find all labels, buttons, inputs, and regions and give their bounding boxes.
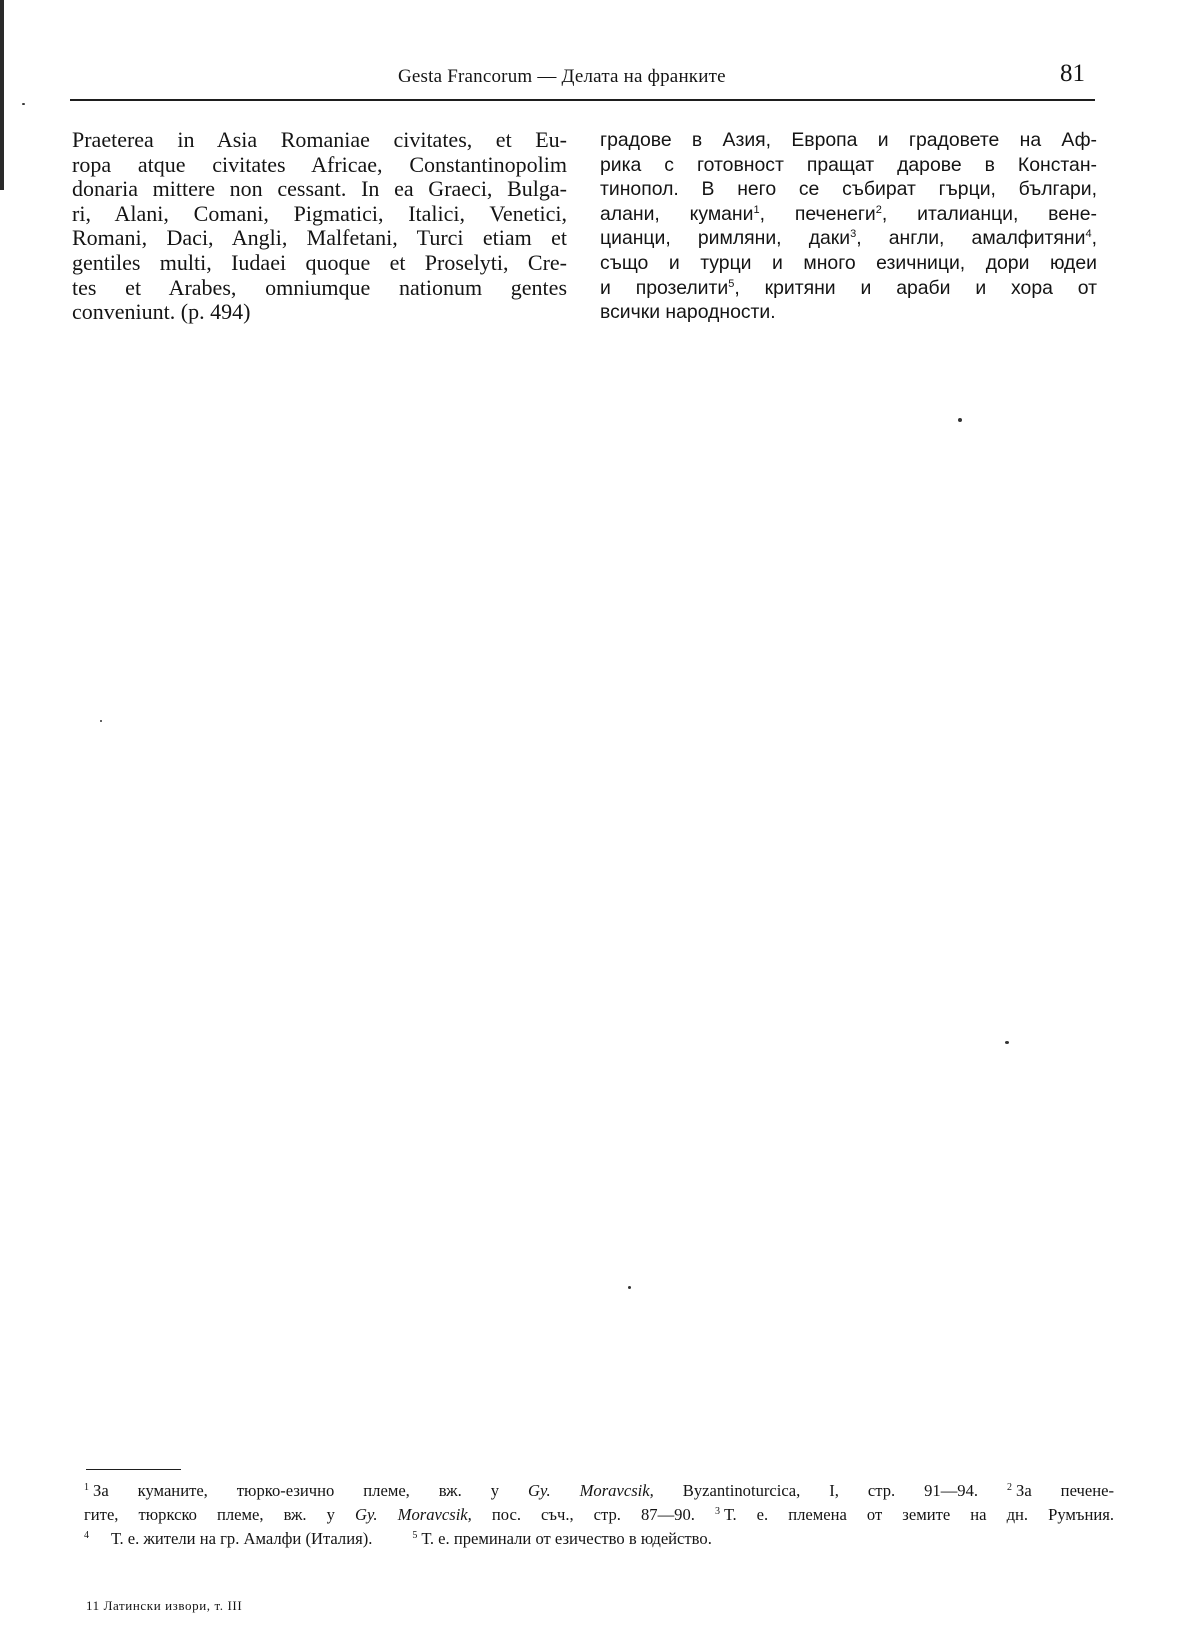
- latin-line: Romani, Daci, Angli, Malfetani, Turci etiam et: [72, 225, 567, 251]
- footnote-text: Т. е. жители на гр. Амалфи (Италия).: [111, 1529, 373, 1548]
- footnote-text: гите, тюркско племе, вж. у: [84, 1505, 335, 1524]
- scan-speck: [628, 1286, 631, 1289]
- footnote-text: Т. е. преминали от езичество в юдейство.: [421, 1529, 712, 1548]
- header-rule: [70, 99, 1095, 101]
- footnote-text: За куманите, тюрко-езично племе, вж. у: [93, 1481, 500, 1500]
- scan-speck: [958, 418, 962, 422]
- running-title: Gesta Francorum — Делата на франките: [398, 66, 726, 87]
- bulgarian-line: всички народности.: [600, 301, 776, 324]
- footnote-ref-2: 2: [875, 203, 882, 216]
- footnote-line: [84, 1479, 1114, 1503]
- bulgarian-line: рика с готовност пращат дарове в Констан-: [600, 153, 1097, 176]
- line-text: , критяни и араби и хора от: [734, 276, 1097, 299]
- footnote-ref-1: 1: [753, 203, 760, 216]
- bulgarian-line: градове в Азия, Европа и градовете на Аф-: [600, 129, 1097, 151]
- scan-speck: [100, 720, 102, 722]
- footnote-text: Byzantinoturcica, I, стр. 91—94.: [682, 1481, 979, 1500]
- bulgarian-text-column: [600, 128, 1097, 325]
- page-number: 81: [1060, 60, 1085, 87]
- scan-speck: [22, 103, 25, 105]
- line-text: и прозелити: [600, 276, 729, 299]
- footnote-mark: 1: [84, 1482, 89, 1493]
- footnote-mark: 4: [84, 1530, 89, 1541]
- footnote-mark: 5: [412, 1530, 418, 1541]
- footnote-author: Gy. Moravcsik,: [355, 1505, 472, 1524]
- line-text: алани, кумани: [600, 202, 754, 225]
- footnote-line: [84, 1527, 1114, 1551]
- line-text: ,: [1091, 227, 1097, 250]
- footnote-ref-5: 5: [728, 277, 735, 290]
- footnote-text: За печене-: [1016, 1481, 1114, 1500]
- latin-line: ropa atque civitates Africae, Constantinopolim: [72, 151, 567, 177]
- footnote-line: [84, 1503, 1114, 1527]
- bulgarian-line: [600, 202, 1097, 227]
- footnote-text: пос. съч., стр. 87—90.: [491, 1505, 695, 1524]
- bulgarian-line: тинопол. В него се събират гърци, българи,: [600, 178, 1097, 201]
- line-text: , англи, амалфитяни: [856, 227, 1086, 250]
- latin-line: conveniunt. (p. 494): [72, 299, 251, 325]
- footnote-mark: 3: [715, 1506, 720, 1517]
- line-text: , печенеги: [759, 202, 876, 225]
- bulgarian-line: също и турци и много езичници, дори юдеи: [600, 251, 1097, 274]
- scan-speck: [1005, 1041, 1009, 1044]
- scan-edge-shadow: [0, 0, 4, 190]
- footnote-ref-3: 3: [850, 228, 857, 241]
- footnote-text: Т. е. племена от земите на дн. Румъния.: [724, 1505, 1115, 1524]
- footnote-text: [412, 1529, 711, 1548]
- footnote-ref-4: 4: [1085, 228, 1092, 241]
- footnote-rule: [86, 1469, 181, 1470]
- line-text: цианци, римляни, даки: [600, 227, 851, 250]
- line-text: , италианци, вене-: [881, 202, 1098, 225]
- footnote-mark: 2: [1007, 1482, 1013, 1493]
- latin-line: tes et Arabes, omniumque nationum gentes: [72, 274, 567, 300]
- footnote-author: Gy. Moravcsik,: [528, 1481, 654, 1500]
- bulgarian-line: [600, 226, 1097, 251]
- bulgarian-line: [600, 276, 1097, 301]
- printer-signature: 11 Латински извори, т. III: [86, 1598, 243, 1613]
- latin-line: Praeterea in Asia Romaniae civitates, et Eu-: [72, 127, 567, 152]
- footnotes: [84, 1479, 1114, 1551]
- latin-line: ri, Alani, Comani, Pigmatici, Italici, Venetici,: [72, 200, 567, 226]
- latin-line: donaria mittere non cessant. In ea Graeci, Bulga-: [72, 176, 567, 202]
- running-head: [70, 60, 1095, 96]
- latin-text-column: [72, 128, 567, 325]
- latin-line: gentiles multi, Iudaei quoque et Proselyti, Cre-: [72, 249, 567, 275]
